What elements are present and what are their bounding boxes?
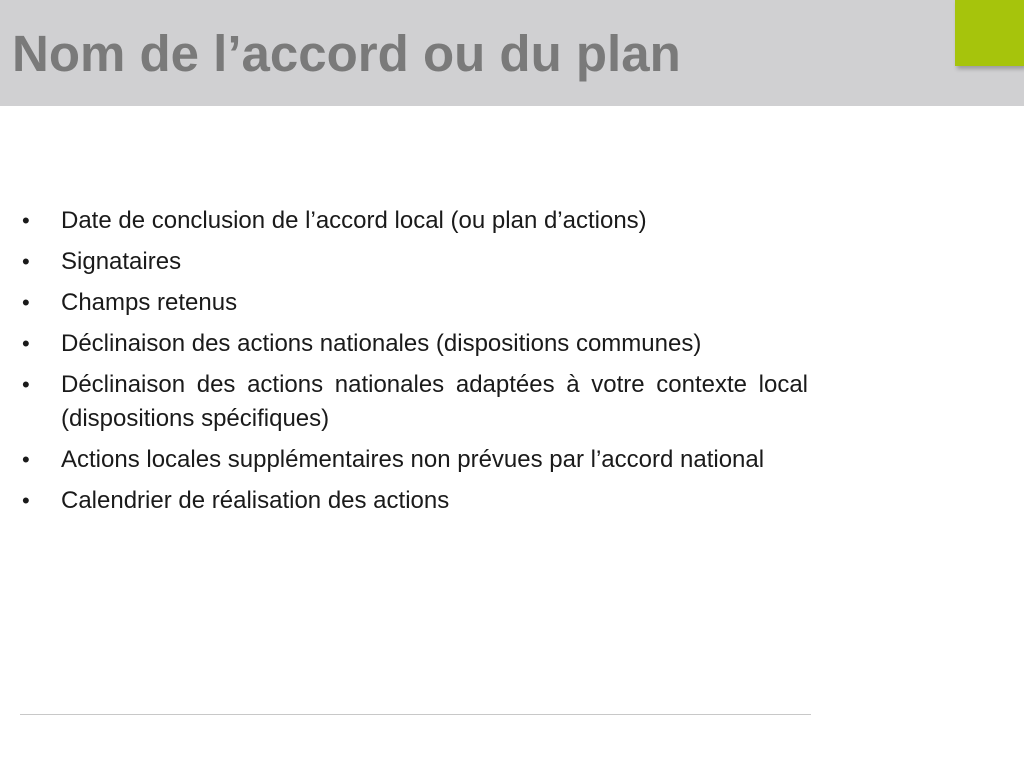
footer-divider <box>20 714 811 715</box>
accent-square <box>955 0 1024 66</box>
list-item <box>22 245 808 279</box>
list-item <box>22 484 808 518</box>
list-item <box>22 204 808 238</box>
bullet-list <box>22 204 808 525</box>
list-item-text: Déclinaison des actions nationales adaptées à votre contexte local (dispositions spécifiques) <box>61 371 808 432</box>
bullet-marker: • <box>22 447 30 472</box>
page-title: Nom de l’accord ou du plan <box>12 25 681 82</box>
list-item <box>22 286 808 320</box>
list-item-text: Date de conclusion de l’accord local (ou plan d’actions) <box>61 207 647 234</box>
bullet-marker: • <box>22 372 30 397</box>
list-item <box>22 443 808 477</box>
list-item <box>22 368 808 436</box>
list-item <box>22 327 808 361</box>
bullet-marker: • <box>22 290 30 315</box>
bullet-marker: • <box>22 331 30 356</box>
list-item-text: Calendrier de réalisation des actions <box>61 487 450 514</box>
list-item-text: Déclinaison des actions nationales (dispositions communes) <box>61 330 702 357</box>
header-band <box>0 0 1024 106</box>
list-item-text: Actions locales supplémentaires non prévues par l’accord national <box>61 446 765 473</box>
bullet-marker: • <box>22 249 30 274</box>
bullet-marker: • <box>22 488 30 513</box>
bullet-marker: • <box>22 208 30 233</box>
list-item-text: Champs retenus <box>61 289 238 316</box>
list-item-text: Signataires <box>61 248 182 275</box>
